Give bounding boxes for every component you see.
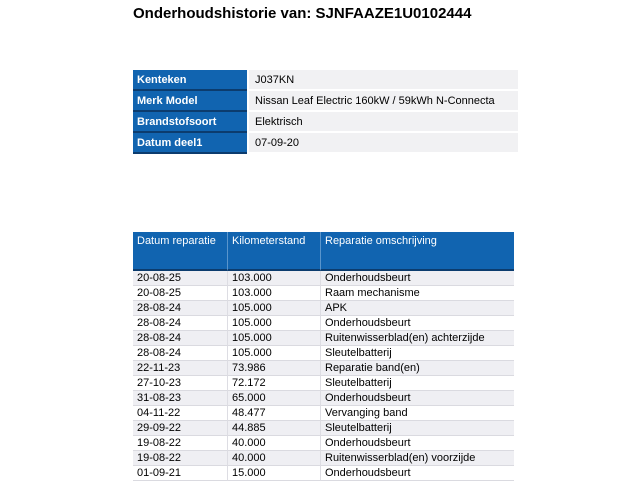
cell-km: 72.172 xyxy=(227,376,320,391)
cell-desc: Vervanging band xyxy=(320,406,514,421)
info-value-brandstofsoort: Elektrisch xyxy=(247,112,518,133)
cell-desc: Sleutelbatterij xyxy=(320,376,514,391)
info-value-kenteken: J037KN xyxy=(247,70,518,91)
cell-desc: Ruitenwisserblad(en) voorzijde xyxy=(320,451,514,466)
cell-km: 65.000 xyxy=(227,391,320,406)
table-row xyxy=(133,466,514,481)
cell-date: 31-08-23 xyxy=(133,391,227,406)
cell-desc: Sleutelbatterij xyxy=(320,346,514,361)
cell-km: 105.000 xyxy=(227,301,320,316)
table-row xyxy=(133,301,514,316)
cell-km: 48.477 xyxy=(227,406,320,421)
cell-km: 40.000 xyxy=(227,451,320,466)
cell-desc: Sleutelbatterij xyxy=(320,421,514,436)
table-row xyxy=(133,70,518,91)
cell-km: 73.986 xyxy=(227,361,320,376)
cell-date: 22-11-23 xyxy=(133,361,227,376)
cell-km: 103.000 xyxy=(227,286,320,301)
vehicle-info-table xyxy=(133,70,518,154)
table-row xyxy=(133,391,514,406)
cell-date: 20-08-25 xyxy=(133,271,227,286)
table-row xyxy=(133,451,514,466)
table-row xyxy=(133,406,514,421)
info-label-datum-deel1: Datum deel1 xyxy=(133,133,247,154)
table-row xyxy=(133,331,514,346)
cell-desc: APK xyxy=(320,301,514,316)
page-title: Onderhoudshistorie van: SJNFAAZE1U0102444 xyxy=(133,5,472,22)
cell-desc: Raam mechanisme xyxy=(320,286,514,301)
info-value-merk-model: Nissan Leaf Electric 160kW / 59kWh N-Connecta xyxy=(247,91,518,112)
cell-date: 19-08-22 xyxy=(133,451,227,466)
table-row xyxy=(133,112,518,133)
table-row xyxy=(133,346,514,361)
cell-desc: Reparatie band(en) xyxy=(320,361,514,376)
info-value-datum-deel1: 07-09-20 xyxy=(247,133,518,154)
column-header-reparatie-omschrijving: Reparatie omschrijving xyxy=(320,232,514,271)
table-row xyxy=(133,421,514,436)
cell-desc: Onderhoudsbeurt xyxy=(320,436,514,451)
cell-km: 103.000 xyxy=(227,271,320,286)
cell-date: 27-10-23 xyxy=(133,376,227,391)
cell-date: 04-11-22 xyxy=(133,406,227,421)
table-row xyxy=(133,316,514,331)
table-header-row xyxy=(133,232,514,271)
service-history-table xyxy=(133,232,514,481)
cell-desc: Onderhoudsbeurt xyxy=(320,316,514,331)
table-row xyxy=(133,271,514,286)
cell-date: 01-09-21 xyxy=(133,466,227,481)
column-header-datum-reparatie: Datum reparatie xyxy=(133,232,227,271)
cell-desc: Ruitenwisserblad(en) achterzijde xyxy=(320,331,514,346)
cell-desc: Onderhoudsbeurt xyxy=(320,466,514,481)
cell-date: 20-08-25 xyxy=(133,286,227,301)
column-header-kilometerstand: Kilometerstand xyxy=(227,232,320,271)
info-label-kenteken: Kenteken xyxy=(133,70,247,91)
cell-date: 29-09-22 xyxy=(133,421,227,436)
cell-km: 105.000 xyxy=(227,331,320,346)
cell-date: 19-08-22 xyxy=(133,436,227,451)
cell-km: 105.000 xyxy=(227,346,320,361)
cell-km: 105.000 xyxy=(227,316,320,331)
table-row xyxy=(133,436,514,451)
cell-desc: Onderhoudsbeurt xyxy=(320,271,514,286)
info-label-brandstofsoort: Brandstofsoort xyxy=(133,112,247,133)
cell-km: 15.000 xyxy=(227,466,320,481)
table-row xyxy=(133,91,518,112)
cell-km: 40.000 xyxy=(227,436,320,451)
table-row xyxy=(133,376,514,391)
table-row xyxy=(133,133,518,154)
cell-date: 28-08-24 xyxy=(133,346,227,361)
cell-desc: Onderhoudsbeurt xyxy=(320,391,514,406)
cell-date: 28-08-24 xyxy=(133,316,227,331)
info-label-merk-model: Merk Model xyxy=(133,91,247,112)
table-row xyxy=(133,361,514,376)
table-row xyxy=(133,286,514,301)
cell-km: 44.885 xyxy=(227,421,320,436)
cell-date: 28-08-24 xyxy=(133,301,227,316)
cell-date: 28-08-24 xyxy=(133,331,227,346)
